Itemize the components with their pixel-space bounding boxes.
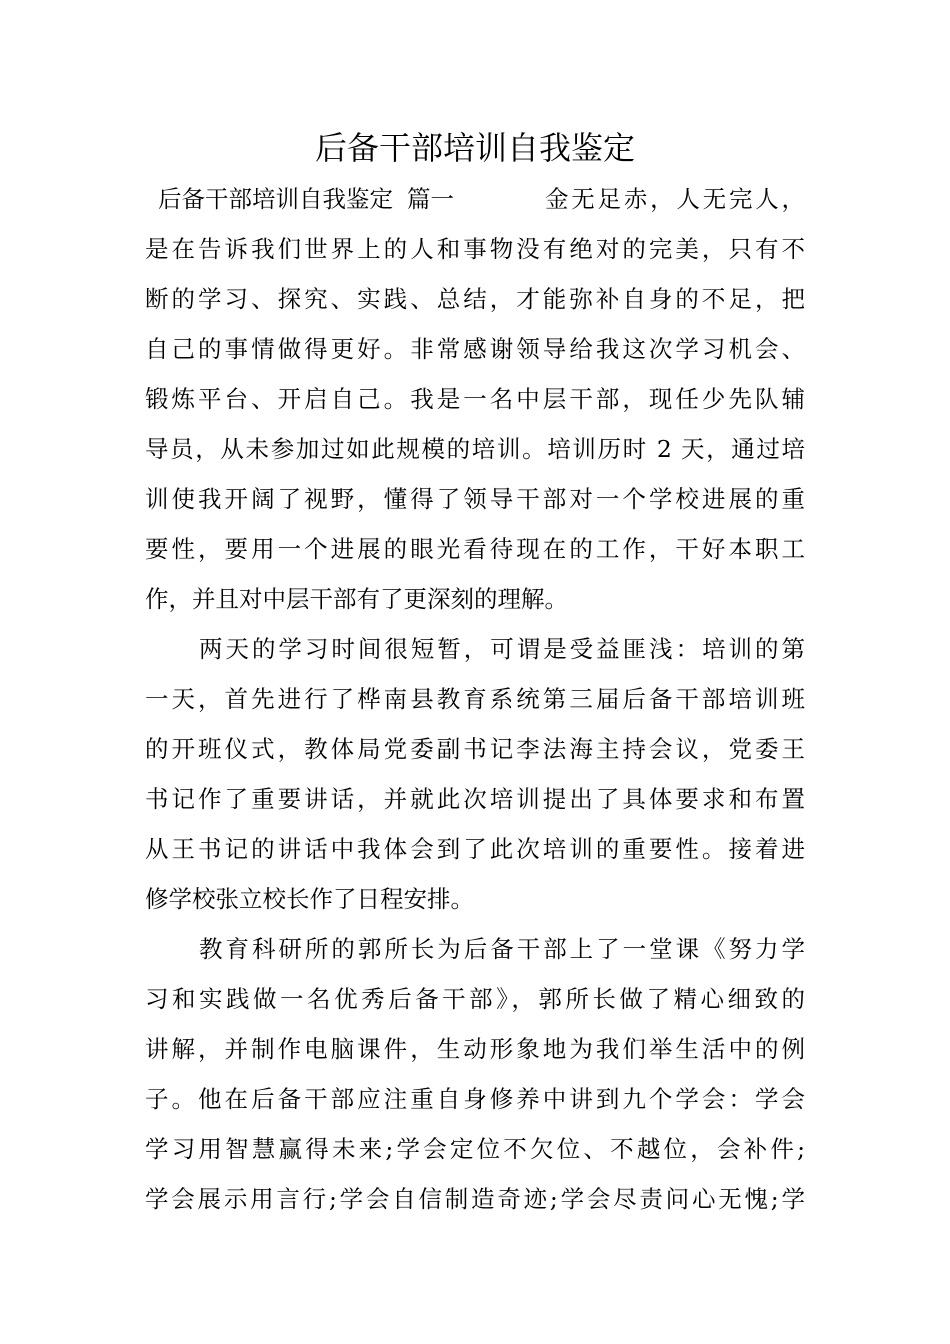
text-line: 从王书记的讲话中我体会到了此次培训的重要性。接着进 bbox=[145, 835, 805, 863]
text-line: 讲解，并制作电脑课件，生动形象地为我们举生活中的例 bbox=[145, 1035, 805, 1063]
text-line: 作，并且对中层干部有了更深刻的理解。 bbox=[145, 585, 568, 613]
text-line: 是在告诉我们世界上的人和事物没有绝对的完美，只有不 bbox=[145, 235, 805, 263]
text-line: 锻炼平台、开启自己。我是一名中层干部，现任少先队辅 bbox=[145, 385, 805, 413]
text-line: 训使我开阔了视野，懂得了领导干部对一个学校进展的重 bbox=[145, 485, 805, 513]
text-line: 教育科研所的郭所长为后备干部上了一堂课《努力学 bbox=[199, 935, 805, 963]
text-line: 两天的学习时间很短暂，可谓是受益匪浅：培训的第 bbox=[199, 635, 805, 663]
text-line: 断的学习、探究、实践、总结，才能弥补自身的不足，把 bbox=[145, 285, 805, 313]
text-line: 习和实践做一名优秀后备干部》，郭所长做了精心细致的 bbox=[145, 985, 805, 1013]
first-line-text: 金无足赤，人无完人， bbox=[545, 185, 805, 213]
inline-heading: 后备干部培训自我鉴定 bbox=[158, 185, 393, 213]
text-line: 要性，要用一个进展的眼光看待现在的工作，干好本职工 bbox=[145, 535, 805, 563]
text-line: 子。他在后备干部应注重自身修养中讲到九个学会：学会 bbox=[145, 1085, 805, 1113]
section-label: 篇一 bbox=[407, 185, 454, 213]
text-line: 一天，首先进行了桦南县教育系统第三届后备干部培训班 bbox=[145, 685, 805, 713]
text-line: 学习用智慧赢得未来;学会定位不欠位、不越位，会补件; bbox=[145, 1135, 805, 1163]
text-line: 导员，从未参加过如此规模的培训。培训历时 2 天，通过培 bbox=[145, 435, 805, 463]
text-line: 自己的事情做得更好。非常感谢领导给我这次学习机会、 bbox=[145, 335, 805, 363]
document-title: 后备干部培训自我鉴定 bbox=[314, 129, 635, 167]
text-line: 修学校张立校长作了日程安排。 bbox=[145, 885, 474, 913]
text-line: 的开班仪式，教体局党委副书记李法海主持会议，党委王 bbox=[145, 735, 805, 763]
text-line: 书记作了重要讲话，并就此次培训提出了具体要求和布置 bbox=[145, 785, 805, 813]
text-line: 学会展示用言行;学会自信制造奇迹;学会尽责问心无愧;学 bbox=[145, 1185, 805, 1213]
first-line-heading bbox=[158, 181, 454, 217]
